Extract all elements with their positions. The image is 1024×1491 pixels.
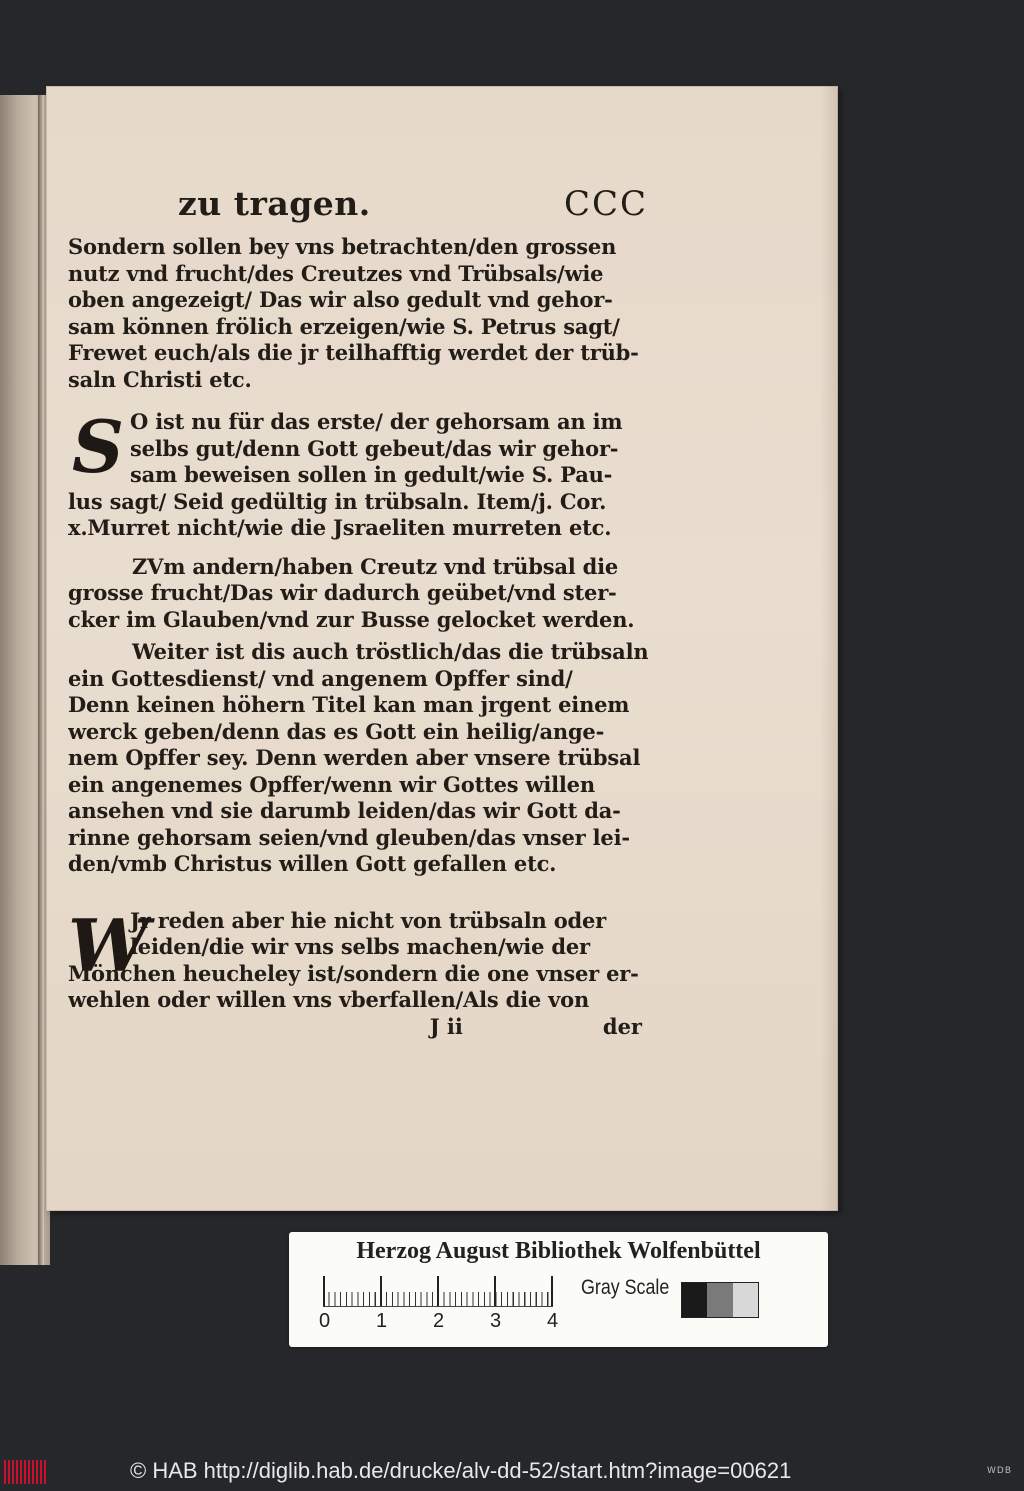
text-line: x.Murret nicht/wie die Jsraeliten murreten etc. xyxy=(68,515,612,540)
text-line: ein Gottesdienst/ vnd angenem Opffer sind/ xyxy=(68,665,573,691)
text-line: rinne gehorsam seien/vnd gleuben/das vnser lei- xyxy=(68,824,630,850)
text-line: wehlen oder willen vns vberfallen/Als die von xyxy=(68,987,590,1012)
paragraph-1 xyxy=(68,234,648,393)
signature-mark: J ii xyxy=(429,1013,463,1039)
running-title: zu tragen. xyxy=(178,184,371,223)
previous-page-edge xyxy=(0,96,40,1256)
text-line: Denn keinen höhern Titel kan man jrgent einem xyxy=(68,692,630,717)
text-line: ZVm andern/haben Creutz vnd trübsal die xyxy=(132,553,619,579)
text-line: Jr reden aber hie nicht von trübsaln oder xyxy=(130,907,607,933)
page-right-edge xyxy=(820,86,838,1211)
text-line: Frewet euch/als die jr teilhafftig werdet der trüb- xyxy=(68,340,639,365)
text-line: Mönchen heucheley ist/sondern die one vnser er- xyxy=(68,960,639,986)
gray-patch-mid xyxy=(707,1283,732,1317)
running-header xyxy=(68,184,648,234)
gray-scale-label: Gray Scale xyxy=(581,1276,670,1299)
ruler-label: 4 xyxy=(547,1310,559,1332)
text-line: oben angezeigt/ Das wir also gedult vnd gehor- xyxy=(68,287,613,312)
catchword-line xyxy=(68,1014,648,1040)
color-reference-card xyxy=(289,1232,828,1347)
paragraph-3 xyxy=(68,554,648,634)
text-line: selbs gut/denn Gott gebeut/das wir gehor- xyxy=(130,435,619,461)
text-line: Sondern sollen bey vns betrachten/den grossen xyxy=(68,234,617,259)
centimeter-ruler xyxy=(323,1276,553,1307)
gray-patch-light xyxy=(733,1283,758,1317)
text-line: saln Christi etc. xyxy=(68,366,252,392)
text-line: Weiter ist dis auch tröstlich/das die trübsaln xyxy=(132,639,648,664)
text-line: grosse frucht/Das wir dadurch geübet/vnd ster- xyxy=(68,580,617,605)
ruler-label: 1 xyxy=(376,1310,388,1332)
book-page xyxy=(46,86,838,1211)
text-block xyxy=(68,184,648,1040)
library-name: Herzog August Bibliothek Wolfenbüttel xyxy=(356,1238,761,1264)
hab-logo-icon xyxy=(4,1460,46,1484)
paragraph-5 xyxy=(68,902,648,1014)
drop-cap: S xyxy=(72,404,124,489)
ruler-label: 3 xyxy=(490,1310,502,1332)
gray-patch-dark xyxy=(682,1283,707,1317)
copyright-url[interactable]: © HAB http://diglib.hab.de/drucke/alv-dd-52/start.htm?image=00621 xyxy=(130,1458,792,1483)
text-line: sam beweisen sollen in gedult/wie S. Pau- xyxy=(130,462,613,487)
text-line: cker im Glauben/vnd zur Busse gelocket werden. xyxy=(68,606,635,632)
gray-scale-swatch xyxy=(681,1282,759,1318)
text-line: ein angenemes Opffer/wenn wir Gottes willen xyxy=(68,771,595,797)
text-line: O ist nu für das erste/ der gehorsam an im xyxy=(130,409,623,434)
text-line: ansehen vnd sie darumb leiden/das wir Gott da- xyxy=(68,798,621,823)
ruler-label: 2 xyxy=(433,1310,445,1332)
drop-cap: W xyxy=(68,902,149,988)
text-line: den/vmb Christus willen Gott gefallen etc. xyxy=(68,851,557,876)
text-line: leiden/die wir vns selbs machen/wie der xyxy=(130,934,590,959)
text-line: nem Opffer sey. Denn werden aber vnsere trübsal xyxy=(68,745,641,770)
wdb-mark: WDB xyxy=(986,1466,1012,1476)
catchword: der xyxy=(602,1013,642,1039)
ruler-label: 0 xyxy=(319,1310,331,1332)
text-line: sam können frölich erzeigen/wie S. Petrus sagt/ xyxy=(68,313,620,339)
paragraph-4 xyxy=(68,639,648,878)
paragraph-2 xyxy=(68,404,648,542)
folio-number: CCC xyxy=(563,184,648,224)
text-line: lus sagt/ Seid gedültig in trübsaln. Item/j. Cor. xyxy=(68,488,607,514)
text-line: nutz vnd frucht/des Creutzes vnd Trübsals/wie xyxy=(68,260,604,286)
text-line: werck geben/denn das es Gott ein heilig/ange- xyxy=(68,718,605,744)
footer-bar xyxy=(0,1456,1024,1491)
